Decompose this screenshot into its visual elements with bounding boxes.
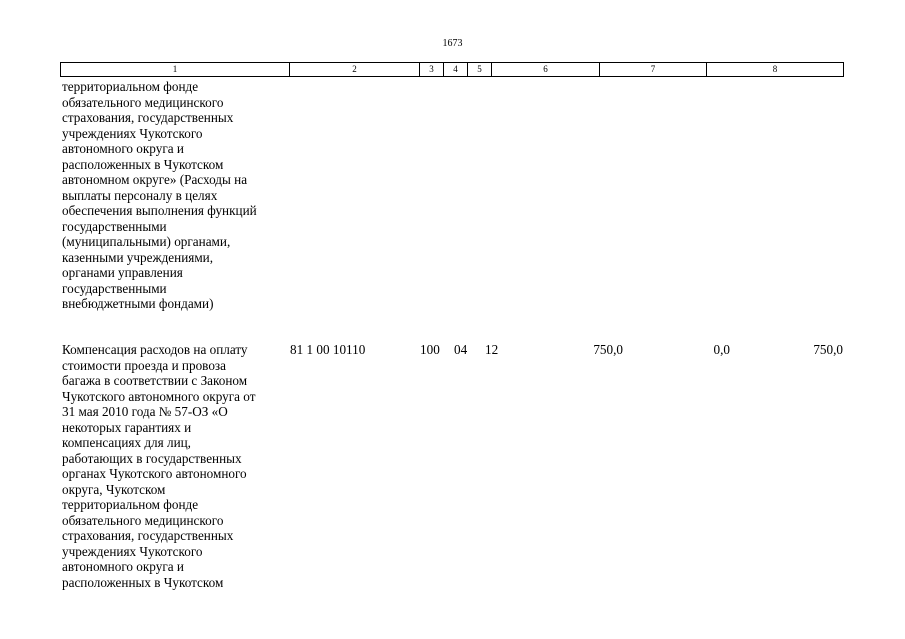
text-line: расположенных в Чукотском: [62, 156, 224, 172]
text-line: обеспечения выполнения функций: [62, 203, 257, 218]
text-line: территориальном фонде: [62, 497, 199, 512]
row-col4: 04: [454, 342, 468, 357]
continued-description: [62, 79, 257, 312]
text-line: обязательного медицинского: [62, 512, 224, 528]
column-header-8: 8: [707, 63, 844, 77]
text-line: компенсациях для лиц,: [62, 435, 191, 450]
text-line: органами управления: [62, 265, 183, 280]
text-line: работающих в государственных: [62, 450, 242, 466]
text-line: страхования, государственных: [62, 528, 234, 543]
text-line: расположенных в Чукотском: [62, 574, 224, 590]
text-line: Компенсация расходов на оплату: [62, 342, 248, 357]
row-col3: 100: [420, 342, 440, 357]
row-col5: 12: [485, 342, 499, 357]
column-header-4: 4: [444, 63, 468, 77]
column-header-row: [60, 62, 844, 77]
text-line: выплаты персоналу в целях: [62, 187, 218, 203]
text-line: багажа в соответствии с Законом: [62, 373, 248, 388]
text-line: внебюджетными фондами): [62, 296, 214, 311]
text-line: территориальном фонде: [62, 79, 199, 94]
column-header-6: 6: [492, 63, 600, 77]
column-header-5: 5: [468, 63, 492, 77]
text-line: обязательного медицинского: [62, 94, 224, 110]
text-line: некоторых гарантиях и: [62, 419, 192, 435]
text-line: государственными: [62, 218, 167, 234]
column-header-3: 3: [420, 63, 444, 77]
text-line: автономного округа и: [62, 559, 184, 574]
text-line: автономного округа и: [62, 141, 184, 156]
row-col7: 0,0: [713, 342, 730, 357]
text-line: государственными: [62, 280, 167, 296]
text-line: органах Чукотского автономного: [62, 466, 247, 481]
text-line: (муниципальными) органами,: [62, 234, 231, 249]
row-description: [62, 342, 255, 590]
column-header-2: 2: [290, 63, 420, 77]
row-code: 81 1 00 10110: [290, 342, 366, 357]
row-col6: 750,0: [593, 342, 623, 357]
page-number: 1673: [442, 38, 463, 49]
text-line: учреждениях Чукотского: [62, 543, 203, 559]
column-header-1: 1: [61, 63, 290, 77]
row-col8: 750,0: [813, 342, 843, 357]
text-line: округа, Чукотском: [62, 481, 166, 497]
column-header-7: 7: [600, 63, 707, 77]
text-line: казенными учреждениями,: [62, 249, 214, 265]
text-line: 31 мая 2010 года № 57-ОЗ «О: [62, 404, 228, 419]
text-line: стоимости проезда и провоза: [62, 357, 226, 373]
text-line: учреждениях Чукотского: [62, 125, 203, 141]
text-line: Чукотского автономного округа от: [62, 388, 256, 404]
text-line: страхования, государственных: [62, 110, 234, 125]
text-line: автономном округе» (Расходы на: [62, 172, 248, 187]
